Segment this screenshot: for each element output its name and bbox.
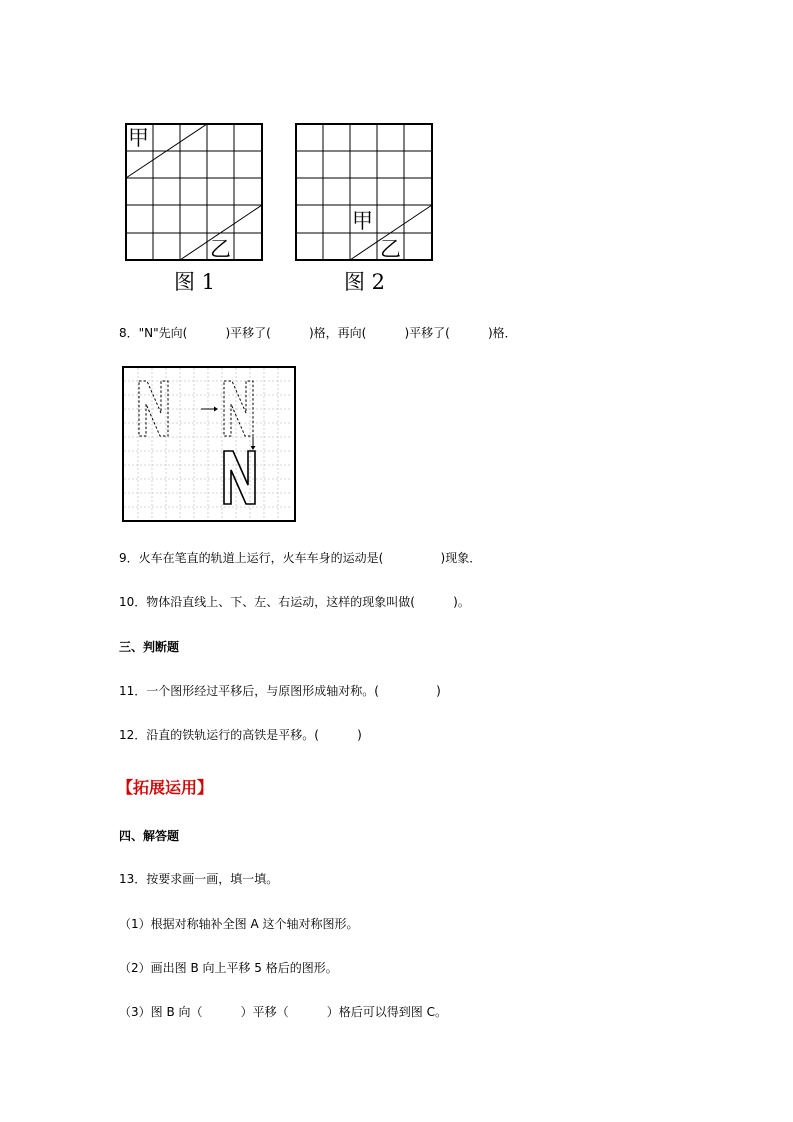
question-9: 9．火车在笔直的轨道上运行，火车车身的运动是( )现象． (119, 551, 482, 565)
figure-1-label-jia: 甲 (128, 126, 149, 150)
question-13-part-3: （3）图 B 向（ ）平移（ ）格后可以得到图 C。 (119, 1005, 447, 1019)
question-11: 11．一个图形经过平移后，与原图形成轴对称。( ) (119, 684, 441, 698)
question-13-part-2: （2）画出图 B 向上平移 5 格后的图形。 (119, 961, 338, 975)
section-judge-title: 三、判断题 (119, 640, 180, 654)
figure-2-caption: 图 2 (344, 270, 386, 294)
section-extend-title: 【拓展运用】 (117, 778, 214, 797)
question-12: 12．沿直的铁轨运行的高铁是平移。( ) (119, 728, 362, 742)
section-answer-title: 四、解答题 (119, 829, 180, 843)
figure-1-caption: 图 1 (174, 270, 216, 294)
figure-2-label-jia: 甲 (352, 209, 373, 233)
figure-1-label-yi: 乙 (210, 237, 231, 261)
question-8: 8．"N"先向( )平移了( )格，再向( )平移了( )格． (119, 326, 517, 340)
question-13: 13．按要求画一画，填一填。 (119, 872, 279, 886)
figure-2-label-yi: 乙 (380, 237, 401, 261)
question-10: 10．物体沿直线上、下、左、右运动，这样的现象叫做( )。 (119, 595, 470, 609)
figure-2-grid (294, 123, 434, 263)
question-13-part-1: （1）根据对称轴补全图 A 这个轴对称图形。 (119, 917, 359, 931)
n-translation-figure (121, 365, 297, 523)
